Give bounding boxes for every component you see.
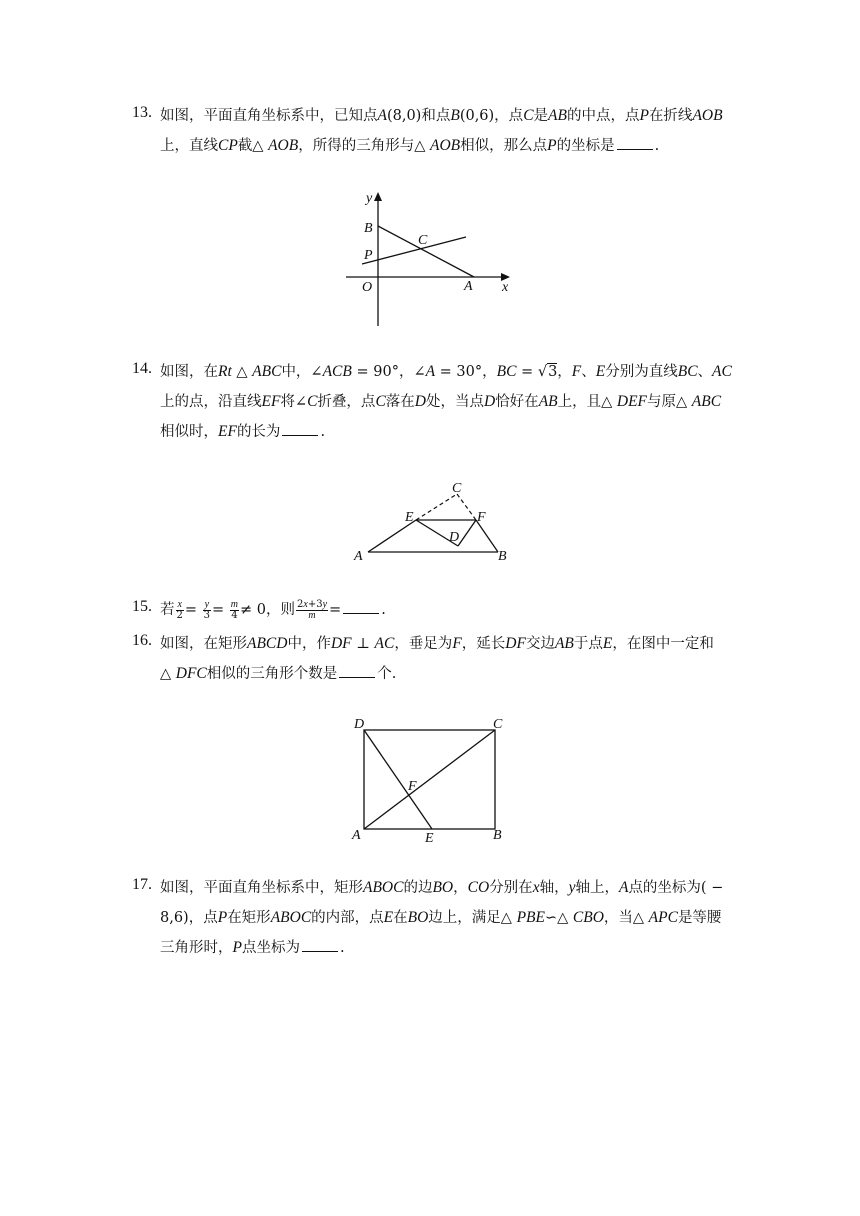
label-f: F <box>477 510 486 525</box>
label-d: D <box>354 717 365 732</box>
label-b: B <box>498 549 507 564</box>
segment-de <box>364 730 432 829</box>
problem-number: 15. <box>132 598 152 615</box>
label-y: y <box>366 191 373 206</box>
answer-blank[interactable] <box>343 601 379 614</box>
label-c: C <box>418 233 428 248</box>
label-x: x <box>502 280 509 295</box>
label-c: C <box>493 717 503 732</box>
figure-14 <box>348 478 518 566</box>
problem-text-line: 如图，平面直角坐标系中，矩形ABOC的边BO，CO分别在x轴，y轴上，A点的坐标为( − <box>160 879 724 896</box>
dashed-cf <box>457 494 476 520</box>
label-e: E <box>405 510 414 525</box>
problem-text-line: 如图，在矩形ABCD中，作DF ⊥ AC，垂足为F，延长DF交边AB于点E，在图中一定和 <box>160 635 714 652</box>
segment-df <box>458 520 476 546</box>
label-o: O <box>362 280 373 295</box>
label-b: B <box>493 828 502 843</box>
problem-text-line: 相似时，EF的长为 . <box>160 423 326 440</box>
label-a: A <box>352 828 361 843</box>
answer-blank[interactable] <box>617 137 653 150</box>
label-p: P <box>364 248 373 263</box>
label-a: A <box>354 549 363 564</box>
figure-16 <box>348 712 512 848</box>
answer-blank[interactable] <box>282 423 318 436</box>
problem-text-line: 上的点，沿直线EF将∠C折叠，点C落在D处，当点D恰好在AB上，且△ DEF与原△ ABC <box>160 393 722 410</box>
problem-text-line: 8,6)，点P在矩形ABOC的内部，点E在BO边上，满足△ PBE∽△ CBO，当△ APC是等腰 <box>160 909 722 926</box>
figure-13 <box>340 186 520 330</box>
answer-blank[interactable] <box>339 665 375 678</box>
problem-number: 17. <box>132 876 152 893</box>
label-c: C <box>452 481 462 496</box>
problem-number: 14. <box>132 360 152 377</box>
label-e: E <box>425 831 434 846</box>
y-axis-arrow <box>374 192 382 201</box>
problem-text-line: △ DFC相似的三角形个数是 个. <box>160 665 397 682</box>
problem-text-line: 如图，在Rt △ ABC中，∠ACB = 90°，∠A = 30°，BC = √3，F、E分别为直线BC、AC <box>160 363 732 380</box>
problem-text-line: 上，直线CP截△ AOB，所得的三角形与△ AOB相似，那么点P的坐标是 . <box>160 137 660 154</box>
problem-text-line: 如图，平面直角坐标系中，已知点A(8,0)和点B(0,6)，点C是AB的中点，点P在折线AOB <box>160 107 723 124</box>
label-f: F <box>408 779 417 794</box>
problem-text-line: 三角形时，P点坐标为 . <box>160 939 345 956</box>
problem-number: 16. <box>132 632 152 649</box>
problem-number: 13. <box>132 104 152 121</box>
diagonal-ac <box>364 730 495 829</box>
label-a: A <box>464 279 473 294</box>
dashed-ec <box>416 494 457 520</box>
label-d: D <box>449 530 460 545</box>
problem-text-line: 若 $\frac{x}{2}$ = $\frac{y}{3}$ = $\frac{m}{4}$ ≠ 0，则 $\frac{2x+3y}{m}$ = . <box>160 598 386 621</box>
answer-blank[interactable] <box>302 939 338 952</box>
label-b: B <box>364 221 373 236</box>
